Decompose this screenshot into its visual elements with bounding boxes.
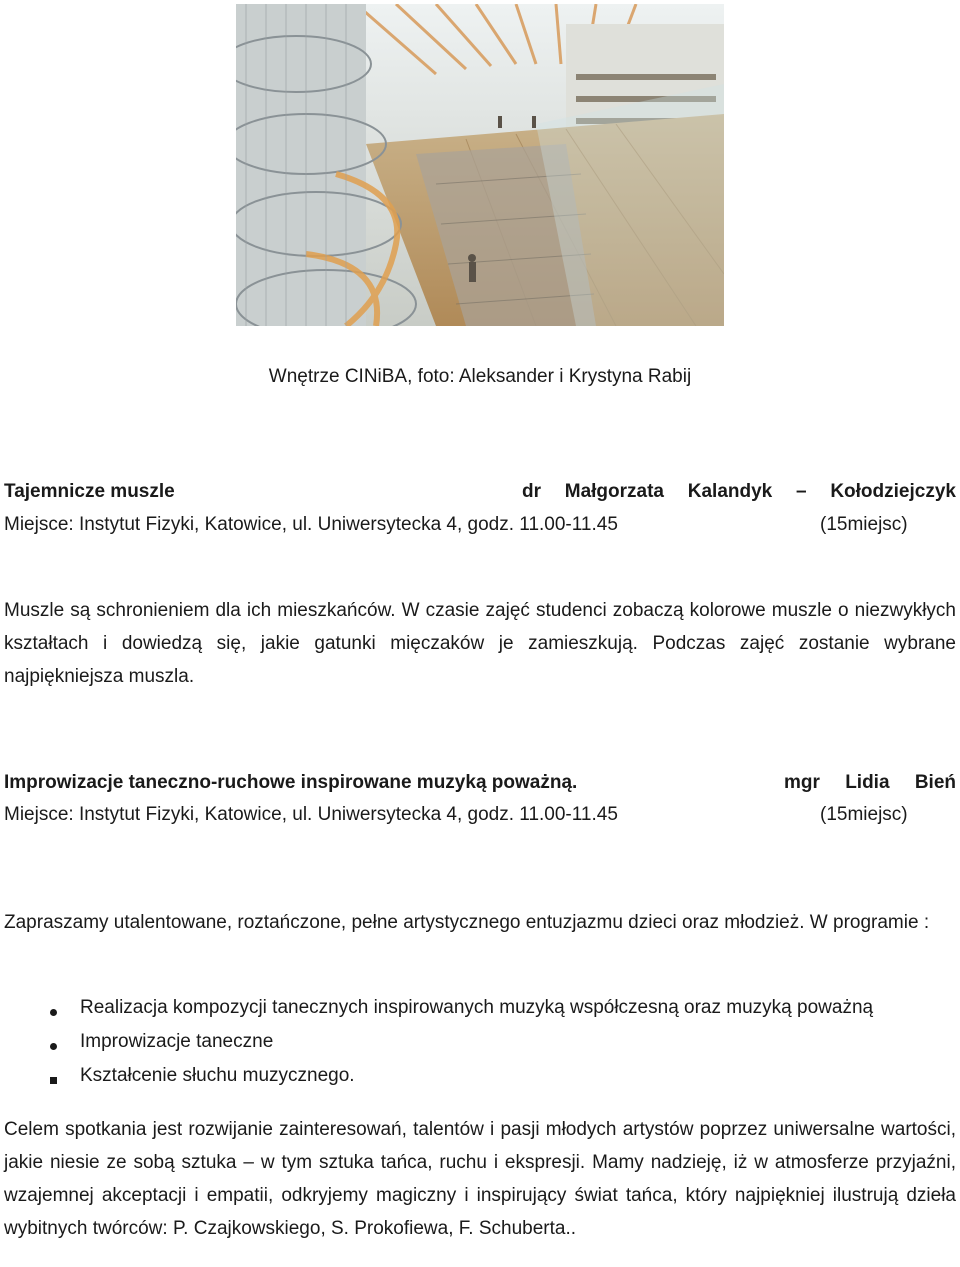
bullet-dot-icon (43, 996, 63, 1020)
event2-place-line (4, 803, 956, 827)
event2-presenter: mgr Lidia Bień (784, 772, 956, 793)
bullet-dot-icon (43, 1030, 63, 1054)
event1-seats: (15miejsc) (820, 514, 908, 535)
event1-place-line (4, 513, 956, 537)
event2-place: Miejsce: Instytut Fizyki, Katowice, ul. Uniwersytecka 4, godz. 11.00-11.45 (4, 804, 618, 825)
event2-closing: Celem spotkania jest rozwijanie zainteresowań, talentów i pasji młodych artystów poprzez uniwersalne wartości, jakie niesie ze sobą sztuka – w tym sztuka tańca, ruchu i ekspresji. Mamy nadzieję, iż w atmosferze przyjaźni, wzajemnej akceptacji i empatii, odkryjemy magiczny i inspirujący świat tańca, który najpiękniej ilustrują dzieła wybitnych twórców: P. Czajkowskiego, S. Prokofiewa, F. Schuberta.. (4, 1119, 956, 1239)
event2-seats: (15miejsc) (820, 804, 908, 825)
event2-intro: Zapraszamy utalentowane, roztańczone, pełne artystycznego entuzjazmu dzieci oraz młodzież. W programie : (4, 912, 930, 933)
event2-title: Improwizacje taneczno-ruchowe inspirowane muzyką poważną. (4, 772, 578, 793)
photo-caption: Wnętrze CINiBA, foto: Aleksander i Krystyna Rabij (268, 366, 692, 387)
event1-presenter: dr Małgorzata Kalandyk – Kołodziejczyk (522, 481, 956, 502)
event2-header (4, 771, 956, 795)
event1-place: Miejsce: Instytut Fizyki, Katowice, ul. Uniwersytecka 4, godz. 11.00-11.45 (4, 514, 618, 535)
bullet-square-icon (43, 1064, 63, 1088)
event1-title: Tajemnicze muszle (4, 481, 175, 502)
event1-description: Muszle są schronieniem dla ich mieszkańców. W czasie zajęć studenci zobaczą kolorowe muszle o niezwykłych kształtach i dowiedzą się, jakie gatunki mięczaków je zamieszkują. Podczas zajęć zostanie wybrane najpiękniejsza muszla. (4, 600, 956, 687)
event1-header (4, 480, 956, 504)
library-interior-photo (236, 4, 724, 326)
